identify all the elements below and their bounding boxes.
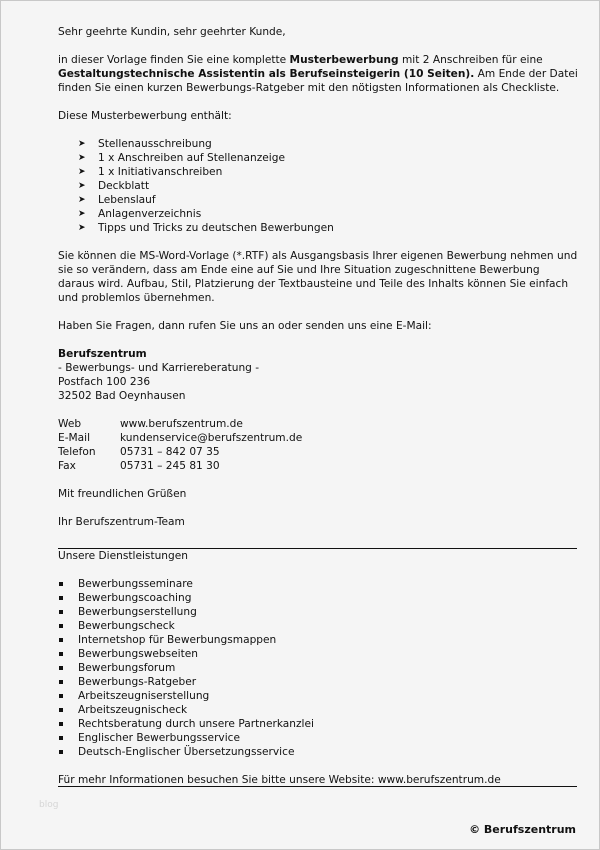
contact-row-fax [58, 459, 578, 473]
arrow-bullet-icon: ➤ [78, 209, 86, 219]
contents-heading: Diese Musterbewerbung enthält: [58, 110, 232, 122]
list-item [58, 689, 578, 703]
arrow-bullet-icon: ➤ [78, 181, 86, 191]
list-item [58, 591, 578, 605]
list-item [58, 605, 578, 619]
square-bullet-icon [59, 638, 63, 642]
square-bullet-icon [59, 694, 63, 698]
list-item [58, 647, 578, 661]
list-item [58, 151, 578, 165]
list-item-label: Arbeitszeugnischeck [78, 704, 188, 716]
list-item [58, 717, 578, 731]
list-item-label: Bewerbungserstellung [78, 606, 197, 618]
list-item [58, 137, 578, 151]
square-bullet-icon [59, 750, 63, 754]
intro-paragraph [58, 53, 578, 95]
intro-bold-position: Gestaltungstechnische Assistentin als Berufseinsteigerin (10 Seiten). [58, 68, 475, 80]
list-item [58, 179, 578, 193]
arrow-bullet-icon: ➤ [78, 195, 86, 205]
arrow-bullet-icon: ➤ [78, 223, 86, 233]
list-item [58, 703, 578, 717]
list-item [58, 165, 578, 179]
list-item-label: Bewerbungs-Ratgeber [78, 676, 197, 688]
copyright: © Berufszentrum [469, 823, 576, 836]
list-item [58, 633, 578, 647]
list-item-label: Bewerbungswebseiten [78, 648, 198, 660]
intro-bold-product: Musterbewerbung [289, 54, 399, 66]
contact-row-email [58, 431, 578, 445]
services-list [58, 577, 578, 759]
intro-text: in dieser Vorlage finden Sie eine komplette [58, 54, 290, 66]
contact-label: Telefon [58, 446, 96, 458]
contents-list [58, 137, 578, 235]
list-item-label: Bewerbungscheck [78, 620, 175, 632]
list-item [58, 207, 578, 221]
more-info: Für mehr Informationen besuchen Sie bitte unsere Website: www.berufszentrum.de [58, 774, 501, 786]
square-bullet-icon [59, 722, 63, 726]
list-item [58, 745, 578, 759]
list-item-label: Englischer Bewerbungsservice [78, 732, 240, 744]
square-bullet-icon [59, 610, 63, 614]
usage-paragraph: Sie können die MS-Word-Vorlage (*.RTF) als Ausgangsbasis Ihrer eigenen Bewerbung nehmen und sie so verändern, dass am Ende eine auf Sie und Ihre Situation zugeschnittene Bewerbung daraus wird. Aufbau, Stil, Platzierung der Textbausteine und Teile des Inhalts können Sie einfach und problemlos übernehmen. [58, 250, 578, 304]
services-heading: Unsere Dienstleistungen [58, 550, 188, 562]
contact-value: 05731 – 842 07 35 [120, 446, 220, 458]
signature: Ihr Berufszentrum-Team [58, 516, 185, 528]
square-bullet-icon [59, 736, 63, 740]
list-item [58, 193, 578, 207]
contact-row-web [58, 417, 578, 431]
contact-label: Web [58, 418, 82, 430]
list-item-label: Rechtsberatung durch unsere Partnerkanzlei [78, 718, 314, 730]
contact-value: kundenservice@berufszentrum.de [120, 432, 303, 444]
company-subtitle: - Bewerbungs- und Karriereberatung - [58, 362, 260, 374]
list-item-label: Bewerbungsforum [78, 662, 176, 674]
address-block [58, 347, 578, 403]
list-item-label: Tipps und Tricks zu deutschen Bewerbungen [98, 222, 334, 234]
square-bullet-icon [59, 680, 63, 684]
greeting: Sehr geehrte Kundin, sehr geehrter Kunde, [58, 26, 286, 38]
contact-table [58, 417, 578, 473]
list-item-label: Anlagenverzeichnis [98, 208, 202, 220]
square-bullet-icon [59, 582, 63, 586]
list-item-label: Deutsch-Englischer Übersetzungsservice [78, 746, 295, 758]
contact-value: 05731 – 245 81 30 [120, 460, 220, 472]
intro-text: Am Ende der Datei finden Sie einen kurzen Bewerbungs-Ratgeber mit den nötigsten Informationen als Checkliste. [58, 68, 578, 94]
list-item-label: Bewerbungscoaching [78, 592, 192, 604]
city: 32502 Bad Oeynhausen [58, 390, 186, 402]
contact-label: E-Mail [58, 432, 91, 444]
watermark: blog [39, 800, 59, 810]
contact-label: Fax [58, 460, 76, 472]
arrow-bullet-icon: ➤ [78, 167, 86, 177]
questions-text: Haben Sie Fragen, dann rufen Sie uns an oder senden uns eine E-Mail: [58, 320, 432, 332]
list-item [58, 675, 578, 689]
closing: Mit freundlichen Grüßen [58, 488, 187, 500]
list-item [58, 577, 578, 591]
square-bullet-icon [59, 624, 63, 628]
list-item [58, 221, 578, 235]
postfach: Postfach 100 236 [58, 376, 151, 388]
intro-text: mit 2 Anschreiben für eine [398, 54, 543, 66]
company-name: Berufszentrum [58, 348, 147, 360]
contact-row-phone [58, 445, 578, 459]
square-bullet-icon [59, 652, 63, 656]
list-item-label: Deckblatt [98, 180, 150, 192]
list-item-label: Stellenausschreibung [98, 138, 212, 150]
contact-value: www.berufszentrum.de [120, 418, 243, 430]
list-item [58, 731, 578, 745]
list-item-label: 1 x Anschreiben auf Stellenanzeige [98, 152, 285, 164]
square-bullet-icon [59, 666, 63, 670]
list-item-label: Arbeitszeugniserstellung [78, 690, 210, 702]
list-item-label: Internetshop für Bewerbungsmappen [78, 634, 277, 646]
list-item [58, 661, 578, 675]
list-item-label: 1 x Initiativanschreiben [98, 166, 223, 178]
list-item [58, 619, 578, 633]
square-bullet-icon [59, 708, 63, 712]
square-bullet-icon [59, 596, 63, 600]
arrow-bullet-icon: ➤ [78, 139, 86, 149]
list-item-label: Bewerbungsseminare [78, 578, 193, 590]
list-item-label: Lebenslauf [98, 194, 156, 206]
arrow-bullet-icon: ➤ [78, 153, 86, 163]
document-body [58, 25, 578, 787]
